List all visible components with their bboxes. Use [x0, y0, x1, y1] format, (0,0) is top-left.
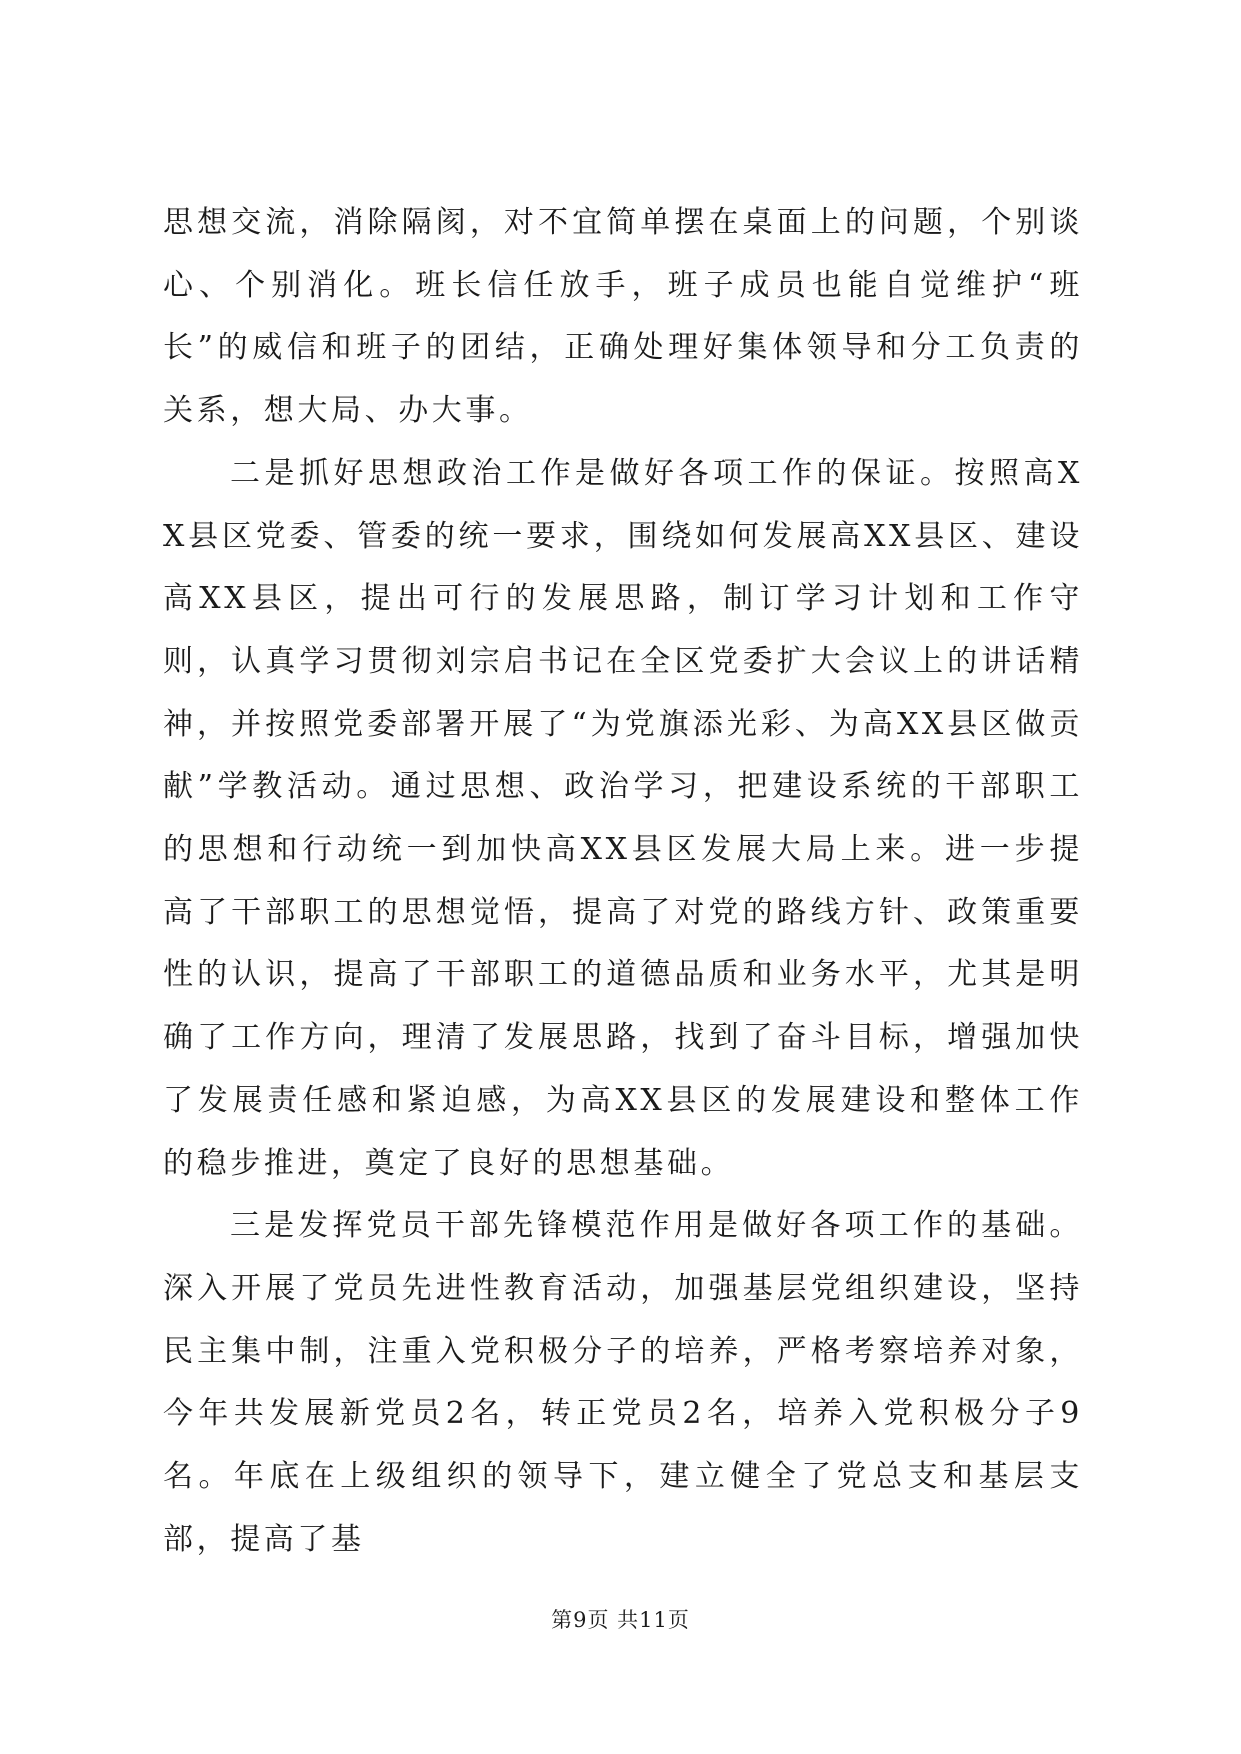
- paragraph-1: 思想交流，消除隔阂，对不宜简单摆在桌面上的问题，个别谈心、个别消化。班长信任放手，班子成员也能自觉维护“班长”的威信和班子的团结，正确处理好集体领导和分工负责的关系，想大局、办大事。: [163, 205, 1083, 429]
- page-footer: 第9页 共11页: [551, 1608, 690, 1632]
- paragraph-3: 三是发挥党员干部先锋模范作用是做好各项工作的基础。深入开展了党员先进性教育活动，加强基层党组织建设，坚持民主集中制，注重入党积极分子的培养，严格考察培养对象，今年共发展新党员2名，转正党员2名，培养入党积极分子9名。年底在上级组织的领导下，建立健全了党总支和基层支部，提高了基: [163, 1208, 1083, 1557]
- paragraph-2: 二是抓好思想政治工作是做好各项工作的保证。按照高XX县区党委、管委的统一要求，围绕如何发展高XX县区、建设高XX县区，提出可行的发展思路，制订学习计划和工作守则，认真学习贯彻刘宗启书记在全区党委扩大会议上的讲话精神，并按照党委部署开展了“为党旗添光彩、为高XX县区做贡献”学教活动。通过思想、政治学习，把建设系统的干部职工的思想和行动统一到加快高XX县区发展大局上来。进一步提高了干部职工的思想觉悟，提高了对党的路线方针、政策重要性的认识，提高了干部职工的道德品质和业务水平，尤其是明确了工作方向，理清了发展思路，找到了奋斗目标，增强加快了发展责任感和紧迫感，为高XX县区的发展建设和整体工作的稳步推进，奠定了良好的思想基础。: [163, 455, 1083, 1181]
- document-body: [163, 192, 1083, 1571]
